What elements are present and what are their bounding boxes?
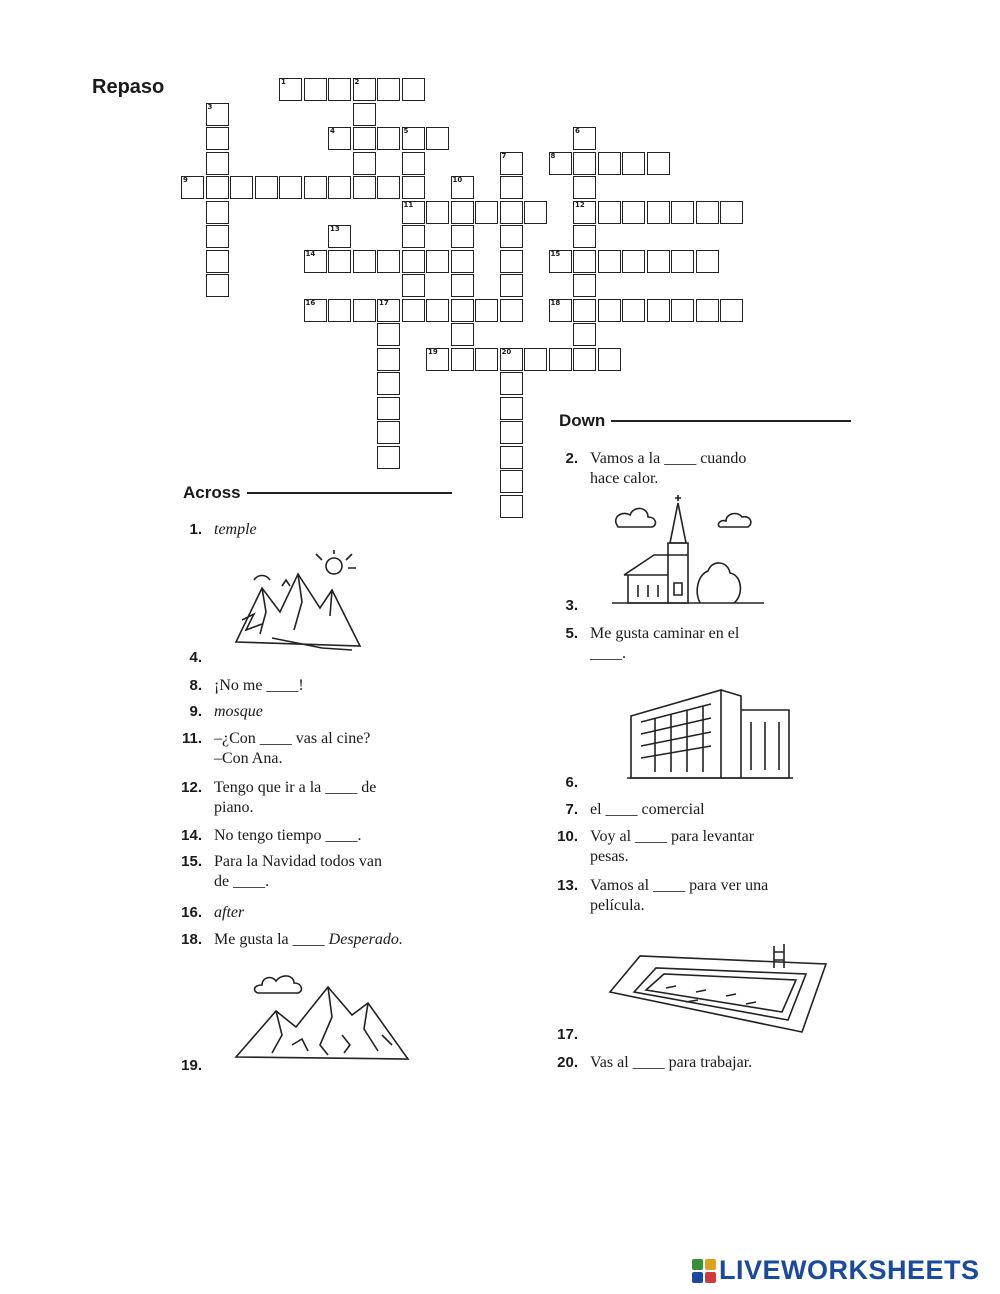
clue-number: 20.: [557, 1054, 578, 1071]
clue-number: 16.: [181, 904, 202, 921]
across-heading-rule: [247, 492, 452, 494]
crossword-cell[interactable]: [647, 152, 670, 175]
crossword-cell[interactable]: [500, 299, 523, 322]
clue-text: –¿Con ____ vas al cine? –Con Ana.: [214, 730, 371, 767]
crossword-cell[interactable]: [524, 201, 547, 224]
crossword-cell[interactable]: [524, 348, 547, 371]
crossword-cell[interactable]: [500, 348, 523, 371]
crossword-cell[interactable]: [598, 250, 621, 273]
crossword-cell[interactable]: [451, 225, 474, 248]
crossword-cell[interactable]: [598, 201, 621, 224]
crossword-cell[interactable]: [622, 299, 645, 322]
crossword-cell[interactable]: [304, 176, 327, 199]
crossword-cell[interactable]: [696, 299, 719, 322]
clue-number: 19.: [181, 1057, 202, 1074]
building-picture: [625, 682, 795, 782]
logo-square: [692, 1259, 703, 1270]
clue-number: 6.: [565, 774, 578, 791]
clue-text: Me gusta caminar en el ____.: [590, 625, 740, 662]
crossword-cell[interactable]: [500, 274, 523, 297]
crossword-cell[interactable]: [377, 446, 400, 469]
crossword-cell[interactable]: [377, 421, 400, 444]
crossword-cell[interactable]: [426, 127, 449, 150]
crossword-cell[interactable]: [353, 103, 376, 126]
crossword-cell[interactable]: [451, 201, 474, 224]
crossword-cell-number: 11: [403, 200, 414, 209]
crossword-cell[interactable]: [720, 201, 743, 224]
crossword-cell[interactable]: [206, 127, 229, 150]
crossword-cell[interactable]: [451, 176, 474, 199]
crossword-cell-number: 6: [575, 127, 580, 135]
crossword-cell[interactable]: [402, 299, 425, 322]
mountains-picture: [232, 965, 412, 1065]
crossword-cell-number: 14: [305, 249, 316, 258]
crossword-cell-number: 2: [354, 78, 360, 86]
clue-number: 15.: [181, 853, 202, 870]
crossword-cell[interactable]: [304, 299, 327, 322]
crossword-cell[interactable]: [353, 152, 376, 175]
clue-text: mosque: [214, 703, 263, 720]
crossword-cell[interactable]: [328, 78, 351, 101]
logo-square: [692, 1272, 703, 1283]
crossword-cell[interactable]: [353, 176, 376, 199]
crossword-cell[interactable]: [549, 348, 572, 371]
crossword-cell[interactable]: [598, 152, 621, 175]
crossword-cell[interactable]: [304, 78, 327, 101]
crossword-cell[interactable]: [402, 152, 425, 175]
pool-picture: [606, 938, 831, 1038]
crossword-cell-number: 4: [330, 127, 335, 135]
crossword-cell[interactable]: [426, 250, 449, 273]
crossword-cell[interactable]: [206, 103, 229, 126]
clue-text: ¡No me ____!: [214, 677, 304, 694]
crossword-cell-number: 7: [501, 151, 507, 160]
clue-text: Voy al ____ para levantar pesas.: [590, 828, 755, 865]
crossword-cell[interactable]: [328, 299, 351, 322]
crossword-cell[interactable]: [720, 299, 743, 322]
clue-number: 5.: [565, 625, 578, 642]
crossword-cell[interactable]: [475, 299, 498, 322]
clue-number: 13.: [557, 877, 578, 894]
clue-text: temple: [214, 521, 257, 538]
crossword-cell[interactable]: [377, 372, 400, 395]
clue-number: 14.: [181, 827, 202, 844]
church-picture: [608, 495, 768, 610]
crossword-cell[interactable]: [377, 348, 400, 371]
crossword-cell-number: 20: [501, 347, 512, 356]
crossword-cell[interactable]: [377, 323, 400, 346]
clue-number: 17.: [557, 1026, 578, 1043]
crossword-cell[interactable]: [549, 299, 572, 322]
down-heading-label: Down: [559, 411, 606, 430]
mountain-sun-picture: [232, 550, 367, 662]
crossword-cell[interactable]: [598, 348, 621, 371]
clue-text: Vas al ____ para trabajar.: [590, 1054, 753, 1071]
crossword-cell[interactable]: [377, 127, 400, 150]
crossword-cell-number: 15: [550, 249, 561, 258]
crossword-cell[interactable]: [622, 250, 645, 273]
crossword-cell-number: 3: [207, 102, 213, 111]
clue-text: Tengo que ir a la ____ de piano.: [214, 779, 377, 816]
crossword-cell[interactable]: [598, 299, 621, 322]
crossword-cell[interactable]: [206, 225, 229, 248]
crossword-cell[interactable]: [402, 225, 425, 248]
crossword-cell[interactable]: [549, 152, 572, 175]
crossword-cell[interactable]: [328, 225, 351, 248]
liveworksheets-logo-text: LIVEWORKSHEETS: [719, 1255, 980, 1285]
crossword-cell[interactable]: [304, 250, 327, 273]
crossword-cell[interactable]: [500, 446, 523, 469]
clue-text: Vamos a la ____ cuando hace calor.: [590, 450, 747, 487]
crossword-cell[interactable]: [451, 250, 474, 273]
crossword-cell[interactable]: [328, 127, 351, 150]
crossword-cell[interactable]: [206, 152, 229, 175]
clue-number: 11.: [181, 730, 202, 747]
crossword-cell[interactable]: [671, 299, 694, 322]
page-title: Repaso: [92, 76, 165, 98]
clue-number: 2.: [565, 450, 578, 467]
crossword-cell[interactable]: [475, 201, 498, 224]
crossword-cell[interactable]: [402, 78, 425, 101]
crossword-cell[interactable]: [500, 495, 523, 518]
clue-number: 18.: [181, 931, 202, 948]
crossword-cell[interactable]: [402, 127, 425, 150]
crossword-cell[interactable]: [402, 201, 425, 224]
crossword-cell[interactable]: [573, 323, 596, 346]
crossword-cell[interactable]: [500, 470, 523, 493]
crossword-cell[interactable]: [377, 397, 400, 420]
crossword-cell[interactable]: [500, 372, 523, 395]
across-heading: [183, 483, 452, 503]
clue-text: el ____ comercial: [590, 801, 705, 818]
logo-square: [705, 1259, 716, 1270]
crossword-cell[interactable]: [500, 250, 523, 273]
crossword-cell[interactable]: [500, 225, 523, 248]
crossword-cell[interactable]: [500, 176, 523, 199]
crossword-cell[interactable]: [377, 176, 400, 199]
crossword-cell[interactable]: [500, 397, 523, 420]
crossword-cell[interactable]: [328, 176, 351, 199]
crossword-cell[interactable]: [647, 201, 670, 224]
crossword-cell[interactable]: [353, 299, 376, 322]
crossword-cell[interactable]: [377, 250, 400, 273]
crossword-cell-number: 19: [428, 347, 438, 356]
liveworksheets-logo-icon: [692, 1259, 716, 1283]
crossword-cell[interactable]: [353, 250, 376, 273]
crossword-cell[interactable]: [426, 299, 449, 322]
crossword-cell[interactable]: [255, 176, 278, 199]
crossword-cell[interactable]: [696, 201, 719, 224]
crossword-cell[interactable]: [500, 201, 523, 224]
crossword-cell[interactable]: [500, 152, 523, 175]
clue-number: 12.: [181, 779, 202, 796]
crossword-cell[interactable]: [573, 348, 596, 371]
crossword-cell[interactable]: [647, 299, 670, 322]
crossword-cell[interactable]: [671, 201, 694, 224]
crossword-cell[interactable]: [573, 274, 596, 297]
crossword-cell[interactable]: [426, 201, 449, 224]
crossword-cell[interactable]: [500, 421, 523, 444]
crossword-cell[interactable]: [206, 201, 229, 224]
crossword-cell[interactable]: [426, 348, 449, 371]
crossword-cell-number: 13: [330, 225, 340, 233]
clue-number: 4.: [189, 649, 202, 666]
crossword-cell[interactable]: [475, 348, 498, 371]
crossword-cell[interactable]: [573, 176, 596, 199]
crossword-cell[interactable]: [377, 299, 400, 322]
crossword-cell[interactable]: [573, 225, 596, 248]
crossword-cell-number: 1: [281, 78, 286, 86]
crossword-cell-number: 9: [183, 176, 188, 184]
clue-number: 9.: [189, 703, 202, 720]
crossword-cell[interactable]: [451, 299, 474, 322]
liveworksheets-logo: [692, 1255, 980, 1286]
clue-text: Me gusta la ____ Desperado.: [214, 931, 403, 948]
crossword-cell-number: 8: [550, 151, 556, 160]
clue-text: after: [214, 904, 245, 921]
down-heading-rule: [611, 420, 851, 422]
crossword-cell-number: 12: [575, 200, 585, 209]
crossword-cell[interactable]: [206, 176, 229, 199]
clue-number: 1.: [189, 521, 202, 538]
crossword-cell[interactable]: [353, 78, 376, 101]
crossword-cell[interactable]: [451, 274, 474, 297]
clue-text-italic: Desperado.: [328, 931, 403, 948]
clue-text: Para la Navidad todos van de ____.: [214, 853, 382, 890]
crossword-cell[interactable]: [622, 201, 645, 224]
crossword-cell[interactable]: [549, 250, 572, 273]
crossword-cell[interactable]: [573, 201, 596, 224]
crossword-cell[interactable]: [402, 274, 425, 297]
crossword-cell[interactable]: [206, 250, 229, 273]
crossword-cell[interactable]: [696, 250, 719, 273]
crossword-cell[interactable]: [353, 127, 376, 150]
crossword-cell[interactable]: [279, 176, 302, 199]
crossword-cell-number: 16: [305, 298, 316, 307]
crossword-cell[interactable]: [622, 152, 645, 175]
crossword-cell-number: 10: [452, 176, 463, 184]
crossword-cell[interactable]: [647, 250, 670, 273]
crossword-cell-number: 17: [379, 298, 389, 307]
crossword-cell[interactable]: [377, 78, 400, 101]
clue-number: 7.: [565, 801, 578, 818]
crossword-cell[interactable]: [402, 176, 425, 199]
crossword-cell[interactable]: [451, 348, 474, 371]
crossword-cell[interactable]: [402, 250, 425, 273]
crossword-cell-number: 18: [550, 298, 561, 307]
clue-number: 8.: [189, 677, 202, 694]
crossword-cell[interactable]: [573, 299, 596, 322]
clue-text: No tengo tiempo ____.: [214, 827, 362, 844]
crossword-cell[interactable]: [230, 176, 253, 199]
clue-number: 3.: [565, 597, 578, 614]
crossword-cell[interactable]: [279, 78, 302, 101]
crossword-cell[interactable]: [206, 274, 229, 297]
crossword-cell[interactable]: [328, 250, 351, 273]
down-heading: [559, 411, 851, 431]
clue-text: Vamos al ____ para ver una película.: [590, 877, 769, 914]
crossword-cell-number: 5: [403, 127, 409, 135]
crossword-cell[interactable]: [573, 152, 596, 175]
crossword-cell[interactable]: [573, 127, 596, 150]
crossword-cell[interactable]: [671, 250, 694, 273]
crossword-cell[interactable]: [181, 176, 204, 199]
clue-number: 10.: [557, 828, 578, 845]
logo-square: [705, 1272, 716, 1283]
crossword-cell[interactable]: [573, 250, 596, 273]
crossword-cell[interactable]: [451, 323, 474, 346]
across-heading-label: Across: [183, 483, 241, 502]
